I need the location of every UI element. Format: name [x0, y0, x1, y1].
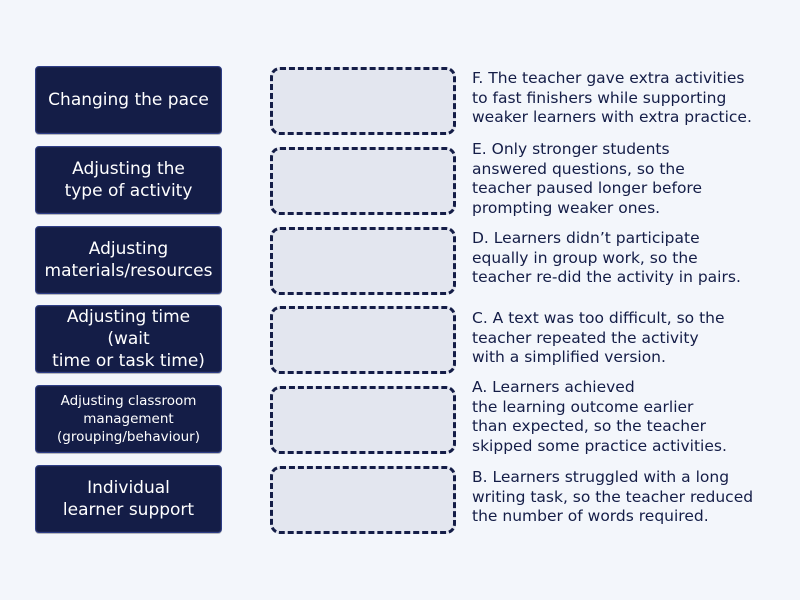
description-e: E. Only stronger students answered questions, so the teacher paused longer before prompting weaker ones.	[472, 140, 703, 217]
tile-adjusting-classroom-management[interactable]	[35, 385, 222, 453]
tile-label: Adjusting the type of activity	[64, 159, 193, 201]
tile-label: Adjusting classroom management (grouping/behaviour)	[57, 393, 200, 445]
tile-individual-learner-support[interactable]	[35, 465, 222, 533]
tile-label: Individual learner support	[62, 478, 195, 520]
drop-slot-6[interactable]	[270, 466, 456, 534]
drop-slot-4[interactable]	[270, 306, 456, 374]
tile-label: Changing the pace	[48, 90, 209, 110]
description-c: C. A text was too difficult, so the teacher repeated the activity with a simplified version.	[472, 309, 725, 366]
description-b: B. Learners struggled with a long writing task, so the teacher reduced the number of words required.	[472, 468, 754, 525]
tile-adjusting-materials-resources[interactable]	[35, 226, 222, 294]
tile-label: Adjusting time (wait time or task time)	[52, 307, 205, 371]
drop-slot-3[interactable]	[270, 227, 456, 295]
tile-changing-the-pace[interactable]	[35, 66, 222, 134]
tile-adjusting-time[interactable]	[35, 305, 222, 373]
drop-slot-1[interactable]	[270, 67, 456, 135]
drop-slot-2[interactable]	[270, 147, 456, 215]
description-f: F. The teacher gave extra activities to fast finishers while supporting weaker learners with extra practice.	[472, 69, 752, 126]
tile-label: Adjusting materials/resources	[44, 239, 213, 281]
description-d: D. Learners didn’t participate equally in group work, so the teacher re-did the activity in pairs.	[472, 229, 741, 286]
drop-slot-5[interactable]	[270, 386, 456, 454]
tile-adjusting-type-of-activity[interactable]	[35, 146, 222, 214]
description-a: A. Learners achieved the learning outcome earlier than expected, so the teacher skipped some practice activities.	[472, 378, 727, 455]
